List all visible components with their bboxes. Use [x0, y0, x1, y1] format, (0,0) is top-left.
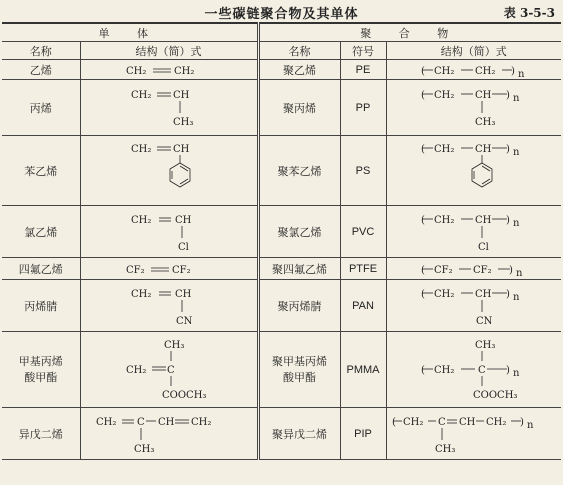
svg-text:CH₂: CH₂ [130, 89, 151, 101]
monomer-formula [80, 408, 258, 460]
svg-text:(: ( [420, 364, 425, 376]
polymer-name: 聚乙烯 [258, 60, 340, 80]
polymer-symbol: PTFE [340, 258, 386, 280]
svg-text:CH₃: CH₃ [172, 116, 193, 128]
table-row [2, 332, 561, 408]
monomer-name: 四氟乙烯 [2, 258, 80, 280]
table-number: 表 3-5-3 [503, 6, 555, 20]
monomer-name: 苯乙烯 [2, 136, 80, 206]
table-row [2, 280, 561, 332]
polymer-name-text: 聚甲基丙烯 酸甲酯 [272, 354, 327, 384]
table-row [2, 258, 561, 280]
monomer-header: 单 体 [2, 23, 258, 42]
svg-text:COOCH₃: COOCH₃ [161, 389, 206, 401]
polymer-formula [386, 206, 561, 258]
svg-text:CH: CH [474, 288, 492, 300]
svg-text:CH: CH [172, 143, 189, 155]
polymer-name-header: 名称 [258, 42, 340, 60]
svg-text:CH₂: CH₂ [433, 89, 455, 101]
svg-text:CH₂: CH₂ [433, 143, 455, 155]
svg-text:C: C [477, 364, 486, 376]
monomer-name: 丙烯 [2, 80, 80, 136]
svg-text:CH₂: CH₂ [173, 65, 194, 77]
svg-text:n: n [512, 291, 520, 303]
svg-text:CH: CH [174, 214, 191, 226]
polymer-formula [386, 332, 561, 408]
polymer-symbol: PAN [340, 280, 386, 332]
polymer-header: 聚 合 物 [258, 23, 561, 42]
polymer-name: 聚异戊二烯 [258, 408, 340, 460]
svg-text:CH₂: CH₂ [190, 416, 211, 428]
svg-text:CH₃: CH₃ [434, 443, 456, 455]
polymer-symbol: PVC [340, 206, 386, 258]
table-row [2, 136, 561, 206]
svg-text:): ) [505, 364, 510, 376]
monomer-name: 丙烯腈 [2, 280, 80, 332]
polymer-name: 聚丙烯腈 [258, 280, 340, 332]
polymer-table [2, 22, 561, 460]
polymer-formula [386, 136, 561, 206]
monomer-name-header: 名称 [2, 42, 80, 60]
polymer-formula [386, 80, 561, 136]
polymer-formula-header: 结构（简）式 [386, 42, 561, 60]
polymer-formula [386, 60, 561, 80]
svg-text:(: ( [420, 143, 425, 155]
svg-text:C: C [136, 416, 145, 428]
svg-text:CH₂: CH₂ [433, 288, 455, 300]
svg-text:CH₂: CH₂ [95, 416, 116, 428]
svg-text:CN: CN [175, 315, 192, 327]
polymer-symbol: PP [340, 80, 386, 136]
polymer-symbol: PE [340, 60, 386, 80]
polymer-formula [386, 408, 561, 460]
svg-text:CH: CH [157, 416, 174, 428]
polymer-formula [386, 258, 561, 280]
svg-text:n: n [512, 217, 520, 229]
svg-text:C: C [166, 364, 175, 376]
svg-text:): ) [505, 288, 510, 300]
svg-text:n: n [512, 367, 520, 379]
svg-text:(: ( [420, 288, 425, 300]
monomer-formula [80, 280, 258, 332]
svg-text:CF₂: CF₂ [433, 264, 453, 276]
polymer-symbol: PIP [340, 408, 386, 460]
svg-text:CH: CH [474, 143, 492, 155]
svg-text:Cl: Cl [477, 241, 489, 253]
svg-text:): ) [508, 264, 513, 276]
svg-text:n: n [517, 68, 525, 79]
svg-text:): ) [519, 416, 524, 428]
svg-text:CH₂: CH₂ [474, 65, 496, 77]
svg-text:CH₂: CH₂ [433, 364, 455, 376]
svg-text:Cl: Cl [177, 241, 189, 253]
monomer-formula-header: 结构（简）式 [80, 42, 258, 60]
polymer-symbol: PS [340, 136, 386, 206]
svg-text:C: C [437, 416, 446, 428]
monomer-name-text: 甲基丙烯 酸甲酯 [18, 354, 63, 384]
svg-text:CH₂: CH₂ [130, 143, 151, 155]
svg-text:n: n [512, 92, 520, 104]
monomer-name: 异戊二烯 [2, 408, 80, 460]
svg-text:CH₂: CH₂ [130, 214, 151, 226]
svg-text:CH₃: CH₃ [133, 443, 154, 455]
monomer-name [2, 332, 80, 408]
monomer-name: 乙烯 [2, 60, 80, 80]
monomer-formula [80, 136, 258, 206]
monomer-formula [80, 206, 258, 258]
svg-text:CH: CH [474, 214, 492, 226]
polymer-name: 聚丙烯 [258, 80, 340, 136]
svg-text:): ) [505, 143, 510, 155]
svg-text:n: n [526, 419, 534, 431]
monomer-formula [80, 332, 258, 408]
monomer-formula [80, 80, 258, 136]
polymer-name [258, 332, 340, 408]
monomer-formula [80, 258, 258, 280]
polymer-name: 聚氯乙烯 [258, 206, 340, 258]
svg-text:n: n [512, 146, 520, 158]
svg-text:COOCH₃: COOCH₃ [472, 389, 518, 401]
svg-text:(: ( [420, 65, 425, 77]
polymer-symbol: PMMA [340, 332, 386, 408]
svg-text:CH₃: CH₃ [474, 339, 496, 351]
svg-text:CF₂: CF₂ [171, 264, 191, 276]
monomer-formula [80, 60, 258, 80]
svg-text:CH: CH [172, 89, 189, 101]
svg-text:CH₂: CH₂ [125, 364, 146, 376]
polymer-name: 聚四氟乙烯 [258, 258, 340, 280]
svg-text:CH: CH [174, 288, 191, 300]
polymer-formula [386, 280, 561, 332]
table-title: 一些碳链聚合物及其单体 [204, 7, 359, 22]
polymer-name: 聚苯乙烯 [258, 136, 340, 206]
monomer-name: 氯乙烯 [2, 206, 80, 258]
svg-text:CH₂: CH₂ [130, 288, 151, 300]
svg-text:(: ( [420, 214, 425, 226]
svg-text:n: n [515, 267, 523, 278]
svg-text:): ) [505, 89, 510, 101]
table-row [2, 408, 561, 460]
svg-text:(: ( [420, 89, 425, 101]
svg-text:(: ( [420, 264, 425, 276]
svg-text:): ) [510, 65, 515, 77]
table-row [2, 80, 561, 136]
svg-text:CH₂: CH₂ [125, 65, 146, 77]
svg-text:CF₂: CF₂ [125, 264, 145, 276]
svg-text:CF₂: CF₂ [472, 264, 492, 276]
svg-text:CH₃: CH₃ [474, 116, 496, 128]
svg-text:CH₂: CH₂ [402, 416, 424, 428]
svg-text:CH: CH [474, 89, 492, 101]
svg-text:CH: CH [458, 416, 476, 428]
svg-text:CH₂: CH₂ [485, 416, 507, 428]
polymer-symbol-header: 符号 [340, 42, 386, 60]
svg-text:CN: CN [475, 315, 493, 327]
svg-text:CH₂: CH₂ [433, 65, 455, 77]
svg-text:CH₃: CH₃ [163, 339, 184, 351]
svg-text:(: ( [391, 416, 396, 428]
table-row [2, 206, 561, 258]
svg-text:CH₂: CH₂ [433, 214, 455, 226]
table-row [2, 60, 561, 80]
svg-text:): ) [505, 214, 510, 226]
